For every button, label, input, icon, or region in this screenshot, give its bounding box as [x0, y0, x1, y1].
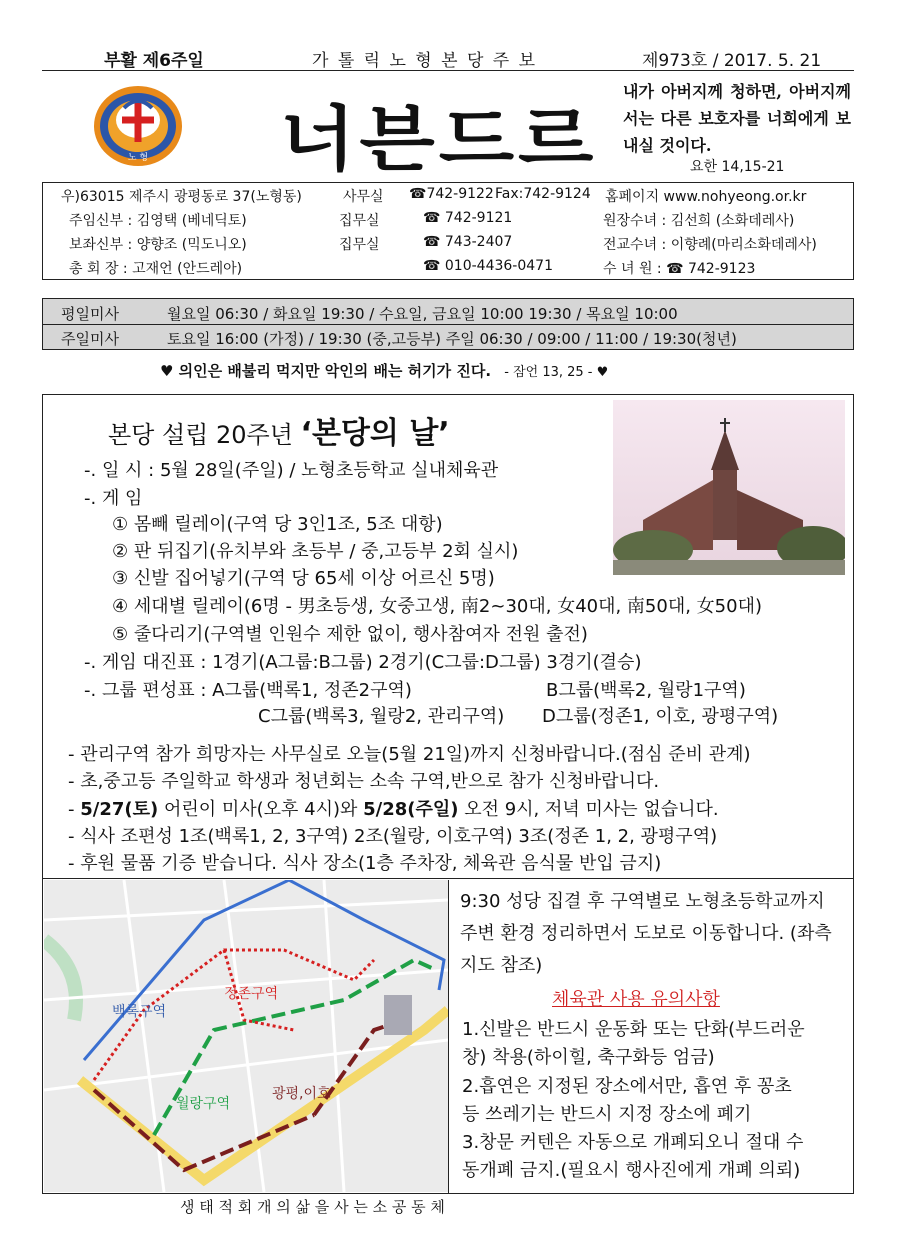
mass-schedule — [42, 298, 854, 350]
map-divider-vertical — [448, 880, 449, 1194]
gym-rule: 창) 착용(하이힐, 축구화등 엄금) — [462, 1047, 715, 1068]
event-heading-text: 본당 설립 20주년 — [108, 421, 293, 449]
staff-sister: 수 녀 원 : ☎ 742-9123 — [603, 261, 756, 277]
notice-date-1: 5/27(토) — [80, 799, 159, 820]
map-label-baengnok: 백록구역 — [112, 1004, 167, 1020]
office-fax: Fax:742-9124 — [495, 186, 591, 202]
gym-rule: 동개폐 금지.(필요시 행사진에게 개폐 의뢰) — [462, 1160, 801, 1181]
sunday-mass-times: 토요일 16:00 (가정) / 19:30 (중,고등부) 주일 06:30 / 09:00 / 11:00 / 19:30(청년) — [167, 330, 737, 348]
group-d: D그룹(정존1, 이호, 광평구역) — [542, 706, 779, 727]
staff-phone: ☎ 742-9121 — [423, 210, 513, 226]
proverb-text: ♥ 의인은 배불리 먹지만 악인의 배는 허기가 진다. — [160, 362, 492, 380]
staff-role: 주임신부 : 김영택 (베네딕토) — [69, 213, 247, 229]
notice-line: - 초,중고등 주일학교 학생과 청년회는 소속 구역,반으로 참가 신청바랍니다. — [68, 771, 660, 792]
staff-sister: 원장수녀 : 김선희 (소화데레사) — [603, 213, 795, 229]
proverb-reference: - 잠언 13, 25 - ♥ — [504, 365, 609, 380]
notice-prefix: - — [68, 799, 81, 820]
logo-caption: 노 형 — [127, 153, 149, 163]
header-divider — [42, 70, 854, 71]
game-item: ① 몸빼 릴레이(구역 당 3인1조, 5조 대항) — [112, 514, 443, 535]
map-divider — [42, 878, 854, 879]
staff-office: 집무실 — [339, 213, 380, 229]
group-c: C그룹(백록3, 월랑2, 관리구역) — [258, 706, 505, 727]
parish-address: 우)63015 제주시 광평동로 37(노형동) — [61, 189, 302, 205]
staff-row — [43, 255, 853, 277]
weekday-mass-times: 월요일 06:30 / 화요일 19:30 / 수요일, 금요일 10:00 19:30 / 목요일 10:00 — [167, 305, 678, 323]
game-item: ② 판 뒤집기(유치부와 초등부 / 중,고등부 2회 실시) — [112, 541, 519, 562]
event-heading-emphasis: ‘본당의 날’ — [300, 416, 450, 451]
notice-text: 어린이 미사(오후 4시)와 — [158, 799, 364, 820]
route-map — [44, 880, 448, 1192]
notice-line — [68, 795, 719, 821]
group-b: B그룹(백록2, 월랑1구역) — [546, 680, 746, 701]
gathering-guide: 9:30 성당 집결 후 구역별로 노형초등학교까지 주변 환경 정리하면서 도보로 이동합니다. (좌측 지도 참조) — [460, 891, 832, 976]
church-photo — [613, 400, 845, 575]
gym-rule: 2.흡연은 지정된 장소에서만, 흡연 후 꽁초 — [462, 1076, 792, 1097]
gym-rules-title: 체육관 사용 유의사항 — [552, 989, 720, 1010]
event-line: -. 그룹 편성표 : A그룹(백록1, 정존2구역) — [84, 680, 412, 701]
gym-rule: 1.신발은 반드시 운동화 또는 단화(부드러운 — [462, 1019, 805, 1040]
game-item: ④ 세대별 릴레이(6명 - 男초등생, 女중고생, 南2~30대, 女40대, 南50대, 女50대) — [112, 596, 762, 617]
office-phone: ☎742-9122 — [409, 186, 494, 202]
issue-date: 제973호 / 2017. 5. 21 — [642, 51, 822, 71]
footer-motto: 생 태 적 회 개 의 삶 을 사 는 소 공 동 체 — [180, 1198, 445, 1216]
parish-logo — [92, 80, 184, 172]
weekday-mass-label: 평일미사 — [61, 305, 119, 323]
gym-rule: 등 쓰레기는 반드시 지정 장소에 폐기 — [462, 1104, 752, 1125]
staff-row — [43, 231, 853, 253]
scripture-quote: 내가 아버지께 청하면, 아버지께서는 다른 보호자를 너희에게 보내실 것이다. — [623, 82, 851, 155]
game-item: ⑤ 줄다리기(구역별 인원수 제한 없이, 행사참여자 전원 출전) — [112, 624, 588, 645]
scripture-reference: 요한 14,15-21 — [690, 159, 785, 175]
homepage-url: 홈페이지 www.nohyeong.or.kr — [605, 189, 807, 205]
office-label: 사무실 — [343, 189, 384, 205]
notice-date-2: 5/28(주일) — [363, 799, 459, 820]
parish-info-box — [42, 182, 854, 280]
event-line: -. 일 시 : 5월 28일(주일) / 노형초등학교 실내체육관 — [84, 460, 499, 481]
liturgical-week: 부활 제6주일 — [104, 51, 204, 71]
staff-role: 보좌신부 : 양향조 (믹도니오) — [69, 237, 247, 253]
gym-rule: 3.창문 커텐은 자동으로 개폐되오니 절대 수 — [462, 1132, 804, 1153]
staff-phone: ☎ 010-4436-0471 — [423, 258, 553, 274]
notice-text: 오전 9시, 저녁 미사는 없습니다. — [458, 799, 719, 820]
game-item: ③ 신발 집어넣기(구역 당 65세 이상 어르신 5명) — [112, 568, 495, 589]
staff-office: 집무실 — [339, 237, 380, 253]
notice-line: - 후원 물품 기증 받습니다. 식사 장소(1층 주차장, 체육관 음식물 반입 금지) — [68, 853, 662, 874]
map-label-gwangpyeong: 광평,이호 — [272, 1086, 331, 1102]
staff-phone: ☎ 743-2407 — [423, 234, 513, 250]
notice-line: - 관리구역 참가 희망자는 사무실로 오늘(5월 21일)까지 신청바랍니다.(점심 준비 관계) — [68, 744, 751, 765]
staff-row — [43, 207, 853, 229]
bulletin-name: 가 톨 릭 노 형 본 당 주 보 — [312, 51, 538, 71]
map-label-wollang: 월랑구역 — [176, 1096, 231, 1112]
sunday-mass-label: 주일미사 — [61, 330, 119, 348]
event-line: -. 게임 대진표 : 1경기(A그룹:B그룹) 2경기(C그룹:D그룹) 3경기(결승) — [84, 652, 642, 673]
bulletin-header — [44, 44, 852, 72]
event-line: -. 게 임 — [84, 488, 143, 509]
staff-sister: 전교수녀 : 이향례(마리소화데레사) — [603, 237, 817, 253]
event-heading — [108, 408, 450, 452]
notice-line: - 식사 조편성 1조(백록1, 2, 3구역) 2조(월랑, 이호구역) 3조(정존 1, 2, 광평구역) — [68, 826, 718, 847]
staff-role: 총 회 장 : 고재언 (안드레아) — [69, 261, 243, 277]
newsletter-title: 너븐드르 — [280, 99, 598, 181]
proverb — [160, 360, 608, 381]
map-label-jeongjon: 정존구역 — [224, 986, 279, 1002]
